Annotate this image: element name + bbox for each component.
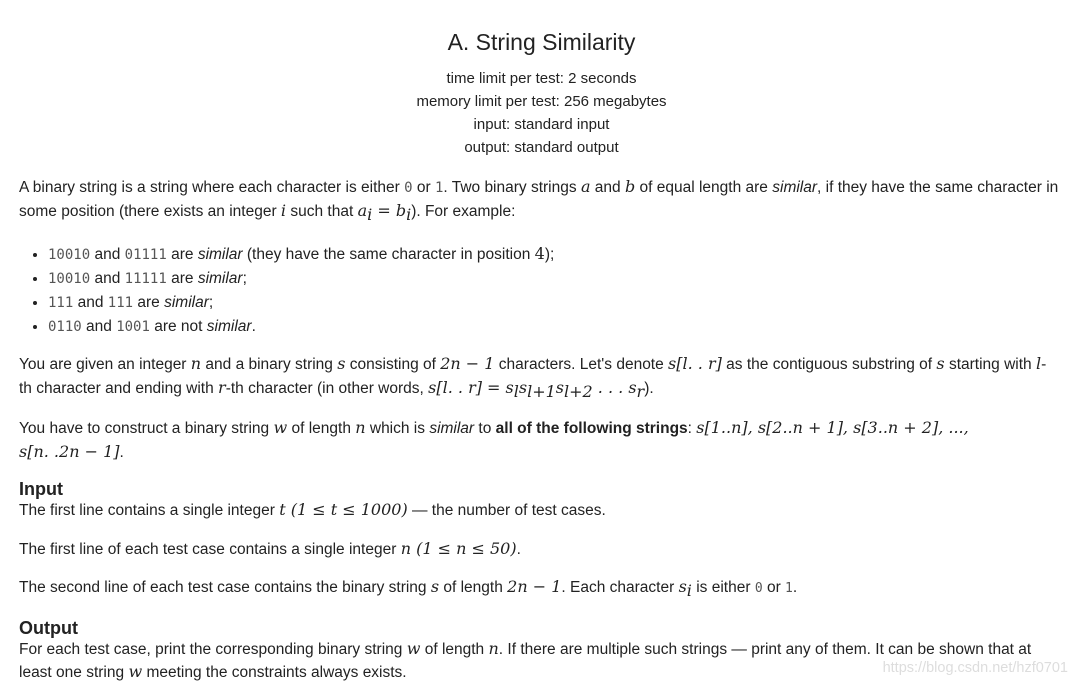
text: (they have the same character in position bbox=[242, 246, 535, 264]
text: -th character (in other words, bbox=[225, 379, 429, 397]
math-b: b bbox=[395, 200, 407, 220]
text: , if they have the same character in some position (there exists an integer bbox=[19, 179, 1059, 220]
math-expression: s[l. . r] bbox=[668, 354, 722, 374]
text: ). bbox=[644, 379, 654, 397]
term-similar: similar bbox=[197, 270, 243, 288]
input-line-1 bbox=[19, 499, 1064, 523]
math-sub: i bbox=[367, 204, 373, 224]
term-similar: similar bbox=[197, 246, 243, 264]
term-similar: similar bbox=[772, 179, 818, 196]
math-sub: r bbox=[636, 381, 645, 401]
text: ); bbox=[544, 246, 555, 264]
math-w: w bbox=[128, 662, 143, 682]
text: and bbox=[90, 246, 125, 264]
text: is either bbox=[691, 579, 755, 597]
text: — the number of test cases. bbox=[407, 502, 606, 520]
time-limit: time limit per test: 2 seconds bbox=[446, 70, 637, 87]
code-string: 10010 bbox=[48, 271, 91, 288]
watermark: https://blog.csdn.net/hzf0701 bbox=[882, 660, 1068, 676]
math-sub: i bbox=[686, 581, 692, 601]
text: . bbox=[119, 443, 124, 461]
math-a: a bbox=[357, 200, 368, 220]
text: which is bbox=[365, 420, 430, 438]
list-item bbox=[48, 315, 1064, 339]
list-item bbox=[48, 267, 1064, 291]
math-sub: l+1 bbox=[527, 381, 556, 401]
text: - bbox=[1041, 356, 1047, 374]
text: You have to construct a binary string bbox=[19, 420, 274, 438]
code-one: 1 bbox=[434, 180, 444, 196]
math-expression: 2n − 1 bbox=[507, 577, 562, 597]
text: . Two binary strings bbox=[443, 179, 581, 196]
text: ; bbox=[242, 270, 247, 288]
text: of equal length are bbox=[635, 179, 773, 196]
text: to bbox=[474, 420, 496, 438]
math-sub: l+2 bbox=[564, 381, 593, 401]
math-l: l bbox=[1035, 354, 1042, 374]
input-line-2 bbox=[19, 538, 1064, 562]
code-string: 111 bbox=[107, 295, 134, 312]
math-number: 4 bbox=[534, 244, 545, 264]
math-n: n bbox=[488, 638, 499, 658]
text: th character and ending with bbox=[19, 379, 219, 397]
term-similar: similar bbox=[206, 318, 252, 336]
math-r: r bbox=[218, 377, 226, 397]
text: are bbox=[166, 246, 198, 264]
code-one: 1 bbox=[785, 581, 793, 597]
text: of length bbox=[439, 579, 508, 597]
math-sub: l bbox=[513, 381, 519, 401]
output-file: output: standard output bbox=[464, 139, 619, 156]
text: starting with bbox=[944, 356, 1036, 374]
math-expression: n (1 ≤ n ≤ 50) bbox=[400, 538, 517, 558]
math-expression: s[1..n], s[2..n + 1], s[3..n + 2], ..., bbox=[696, 418, 969, 438]
text: . bbox=[792, 579, 798, 597]
bold-text: all of the following strings bbox=[495, 420, 688, 438]
text: and bbox=[81, 318, 117, 336]
code-zero: 0 bbox=[404, 180, 413, 196]
math-n: n bbox=[355, 418, 366, 438]
output-section-title: Output bbox=[19, 617, 78, 638]
text: are bbox=[166, 270, 198, 288]
term-similar: similar bbox=[164, 294, 209, 312]
math-i: i bbox=[280, 200, 287, 220]
text: ). For example: bbox=[411, 202, 516, 220]
input-file: input: standard input bbox=[473, 116, 610, 133]
text: For each test case, print the corresponding binary string bbox=[19, 640, 407, 658]
math-expression: t (1 ≤ t ≤ 1000) bbox=[279, 500, 408, 520]
text: consisting of bbox=[345, 356, 441, 374]
text: The second line of each test case contains the binary string bbox=[19, 579, 431, 597]
text: of length bbox=[287, 420, 356, 438]
math-b: b bbox=[624, 177, 636, 196]
math-eq: = bbox=[372, 200, 396, 220]
code-string: 111 bbox=[48, 295, 74, 312]
text: or bbox=[762, 579, 786, 597]
list-item bbox=[48, 242, 1064, 267]
math-n: n bbox=[190, 354, 202, 374]
text: and bbox=[73, 294, 108, 312]
text: and bbox=[90, 270, 125, 288]
statement-paragraph-1 bbox=[19, 176, 1064, 226]
memory-limit: memory limit per test: 256 megabytes bbox=[416, 93, 667, 110]
math-expression: s[n. .2n − 1] bbox=[19, 441, 120, 461]
text: . bbox=[516, 540, 521, 558]
text: such that bbox=[286, 202, 358, 220]
input-line-3 bbox=[19, 576, 1064, 603]
math-sub: i bbox=[406, 204, 412, 224]
examples-list bbox=[19, 242, 1064, 339]
text: . Each character bbox=[561, 579, 679, 597]
math-s: s bbox=[518, 377, 528, 397]
statement-paragraph-2 bbox=[19, 353, 1064, 403]
code-string: 10010 bbox=[48, 247, 91, 264]
code-string: 11111 bbox=[124, 271, 167, 288]
text: The first line of each test case contains a single integer bbox=[19, 540, 401, 558]
problem-header bbox=[19, 0, 1064, 159]
input-section-title: Input bbox=[19, 479, 63, 500]
code-string: 1001 bbox=[116, 319, 150, 336]
text: or bbox=[412, 179, 435, 196]
math-w: w bbox=[273, 418, 288, 438]
text: characters. Let's denote bbox=[494, 356, 669, 374]
math-s: s bbox=[555, 377, 565, 397]
text: You are given an integer bbox=[19, 356, 191, 374]
text: ; bbox=[208, 294, 214, 312]
math-s: s bbox=[936, 354, 945, 374]
text: as the contiguous substring of bbox=[721, 356, 937, 374]
problem-page bbox=[19, 0, 1064, 685]
code-string: 0110 bbox=[48, 319, 82, 336]
math-expression: s[l. . r] = s bbox=[428, 377, 514, 397]
term-similar: similar bbox=[429, 420, 475, 438]
math-w: w bbox=[406, 638, 421, 658]
text: . bbox=[251, 318, 256, 336]
text: . If there are multiple such strings — print any of them. It can be shown that at least one string bbox=[19, 640, 1032, 682]
code-zero: 0 bbox=[754, 581, 763, 597]
math-s: s bbox=[430, 577, 440, 597]
math-s: s bbox=[337, 354, 346, 374]
math-a: a bbox=[580, 177, 591, 196]
text: A binary string is a string where each character is either bbox=[19, 179, 405, 196]
text: and a binary string bbox=[201, 356, 338, 374]
problem-title: A. String Similarity bbox=[447, 29, 636, 55]
text: and bbox=[590, 179, 625, 196]
text: are not bbox=[149, 318, 207, 336]
text: of length bbox=[420, 640, 489, 658]
math-s: s bbox=[678, 577, 687, 597]
text: meeting the constraints always exists. bbox=[142, 664, 407, 682]
math-expression: 2n − 1 bbox=[440, 354, 495, 374]
text: : bbox=[687, 420, 697, 438]
problem-statement bbox=[19, 176, 1064, 685]
statement-paragraph-3 bbox=[19, 417, 1064, 464]
list-item bbox=[48, 291, 1064, 315]
text: are bbox=[133, 294, 165, 312]
math-expression: . . . s bbox=[592, 377, 637, 397]
text: The first line contains a single integer bbox=[19, 502, 280, 520]
code-string: 01111 bbox=[124, 247, 167, 264]
